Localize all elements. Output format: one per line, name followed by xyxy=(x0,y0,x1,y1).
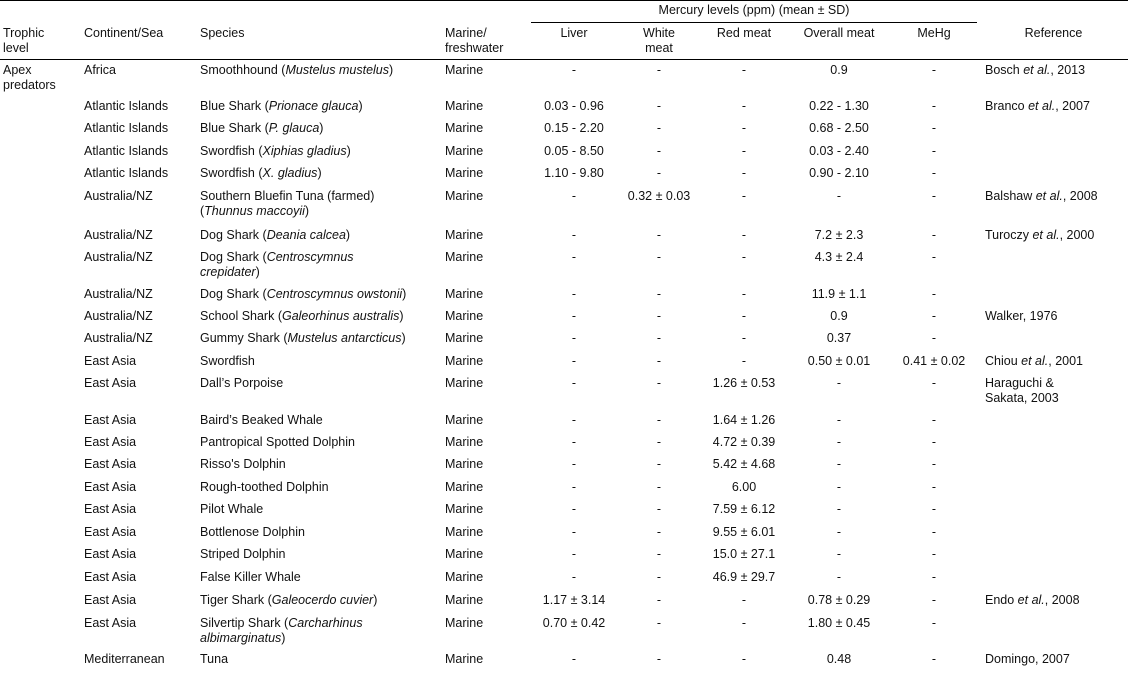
cell-liver: 0.03 - 0.96 xyxy=(544,99,604,113)
cell-habitat: Marine xyxy=(445,480,484,494)
cell-ref: Turoczy et al., 2000 xyxy=(985,228,1095,242)
cell-liver: 0.05 - 8.50 xyxy=(544,144,604,158)
cell-species: Silvertip Shark (Carcharhinus albimarginatus) xyxy=(200,616,363,645)
cell-ref: Haraguchi & Sakata, 2003 xyxy=(985,376,1059,405)
cell-species: Risso's Dolphin xyxy=(200,457,286,471)
cell-ref: Walker, 1976 xyxy=(985,309,1058,323)
cell-continent: East Asia xyxy=(84,480,137,494)
cell-white: - xyxy=(656,144,662,158)
cell-red: 9.55 ± 6.01 xyxy=(712,525,776,539)
cell-habitat: Marine xyxy=(445,547,484,561)
cell-overall: 0.9 xyxy=(830,63,848,77)
cell-overall: 0.78 ± 0.29 xyxy=(807,593,871,607)
cell-overall: 0.37 xyxy=(826,331,852,345)
cell-ref: Bosch et al., 2013 xyxy=(985,63,1086,77)
header-white-meat xyxy=(617,26,701,56)
cell-continent: East Asia xyxy=(84,413,137,427)
cell-mehg: - xyxy=(931,652,937,666)
cell-mehg: - xyxy=(931,435,937,449)
cell-continent: East Asia xyxy=(84,547,137,561)
cell-species: Dog Shark (Centroscymnus owstonii) xyxy=(200,287,407,301)
group-header-rule xyxy=(531,22,977,23)
cell-overall: - xyxy=(836,413,842,427)
trophic-level-line1: Apex xyxy=(3,63,32,77)
cell-red: - xyxy=(741,63,747,77)
cell-continent: Australia/NZ xyxy=(84,309,153,323)
cell-species: Smoothhound (Mustelus mustelus) xyxy=(200,63,394,77)
header-continent-sea: Continent/Sea xyxy=(84,26,164,40)
cell-red: 7.59 ± 6.12 xyxy=(712,502,776,516)
cell-white: - xyxy=(656,376,662,390)
cell-species: Dog Shark (Centroscymnus crepidater) xyxy=(200,250,354,279)
header-white-line1: White xyxy=(643,26,675,40)
cell-white: - xyxy=(656,652,662,666)
cell-species: Swordfish xyxy=(200,354,255,368)
cell-species: Bottlenose Dolphin xyxy=(200,525,305,539)
cell-species: Striped Dolphin xyxy=(200,547,286,561)
header-habitat-line2: freshwater xyxy=(445,41,504,55)
cell-continent: East Asia xyxy=(84,354,137,368)
cell-overall: - xyxy=(836,525,842,539)
cell-mehg: - xyxy=(931,63,937,77)
cell-red: - xyxy=(741,309,747,323)
cell-habitat: Marine xyxy=(445,570,484,584)
header-mehg: MeHg xyxy=(917,26,951,40)
cell-species: Baird’s Beaked Whale xyxy=(200,413,323,427)
cell-overall: 11.9 ± 1.1 xyxy=(811,287,867,301)
cell-species: Tuna xyxy=(200,652,229,666)
cell-liver: - xyxy=(571,480,577,494)
header-trophic-line2: level xyxy=(3,41,29,55)
cell-red: 46.9 ± 29.7 xyxy=(712,570,776,584)
cell-red: - xyxy=(741,616,747,630)
group-header-mercury-levels: Mercury levels (ppm) (mean ± SD) xyxy=(658,3,850,17)
cell-liver: - xyxy=(571,376,577,390)
cell-overall: 4.3 ± 2.4 xyxy=(814,250,864,264)
cell-liver: - xyxy=(571,354,577,368)
cell-liver: 1.10 - 9.80 xyxy=(544,166,604,180)
cell-mehg: - xyxy=(931,502,937,516)
cell-ref: Chiou et al., 2001 xyxy=(985,354,1084,368)
header-red-meat: Red meat xyxy=(716,26,772,40)
cell-white: - xyxy=(656,413,662,427)
cell-liver: 0.70 ± 0.42 xyxy=(542,616,606,630)
cell-white: - xyxy=(656,63,662,77)
cell-overall: 0.03 - 2.40 xyxy=(809,144,869,158)
cell-red: - xyxy=(741,144,747,158)
cell-overall: - xyxy=(836,502,842,516)
cell-continent: East Asia xyxy=(84,570,137,584)
cell-continent: East Asia xyxy=(84,502,137,516)
cell-mehg: - xyxy=(931,525,937,539)
cell-species: Tiger Shark (Galeocerdo cuvier) xyxy=(200,593,378,607)
cell-red: 4.72 ± 0.39 xyxy=(712,435,776,449)
header-overall-meat: Overall meat xyxy=(803,26,875,40)
cell-continent: Australia/NZ xyxy=(84,287,153,301)
cell-liver: - xyxy=(571,250,577,264)
header-habitat-line1: Marine/ xyxy=(445,26,487,40)
cell-red: - xyxy=(741,250,747,264)
cell-habitat: Marine xyxy=(445,354,484,368)
cell-habitat: Marine xyxy=(445,457,484,471)
cell-habitat: Marine xyxy=(445,376,484,390)
cell-white: - xyxy=(656,502,662,516)
cell-mehg: - xyxy=(931,121,937,135)
cell-continent: East Asia xyxy=(84,525,137,539)
cell-red: - xyxy=(741,189,747,203)
cell-species: Southern Bluefin Tuna (farmed) (Thunnus maccoyii) xyxy=(200,189,375,218)
cell-overall: - xyxy=(836,435,842,449)
cell-continent: East Asia xyxy=(84,435,137,449)
cell-liver: - xyxy=(571,287,577,301)
cell-red: - xyxy=(741,121,747,135)
cell-liver: - xyxy=(571,652,577,666)
cell-overall: 0.68 - 2.50 xyxy=(809,121,869,135)
cell-liver: - xyxy=(571,502,577,516)
cell-continent: Australia/NZ xyxy=(84,189,153,203)
cell-white: - xyxy=(656,457,662,471)
cell-habitat: Marine xyxy=(445,250,484,264)
cell-white: - xyxy=(656,435,662,449)
cell-habitat: Marine xyxy=(445,413,484,427)
cell-species: Pilot Whale xyxy=(200,502,264,516)
header-species: Species xyxy=(200,26,245,40)
cell-white: - xyxy=(656,287,662,301)
cell-white: - xyxy=(656,99,662,113)
cell-mehg: - xyxy=(931,376,937,390)
cell-habitat: Marine xyxy=(445,63,484,77)
header-reference: Reference xyxy=(1024,26,1083,40)
cell-liver: - xyxy=(571,435,577,449)
cell-mehg: - xyxy=(931,228,937,242)
cell-ref: Endo et al., 2008 xyxy=(985,593,1080,607)
cell-red: 1.26 ± 0.53 xyxy=(712,376,776,390)
cell-habitat: Marine xyxy=(445,331,484,345)
cell-overall: - xyxy=(836,376,842,390)
cell-habitat: Marine xyxy=(445,616,484,630)
cell-liver: - xyxy=(571,525,577,539)
cell-liver: - xyxy=(571,413,577,427)
cell-habitat: Marine xyxy=(445,652,484,666)
cell-overall: - xyxy=(836,547,842,561)
cell-overall: 1.80 ± 0.45 xyxy=(807,616,871,630)
cell-mehg: - xyxy=(931,166,937,180)
cell-species: Blue Shark (Prionace glauca) xyxy=(200,99,363,113)
cell-mehg: - xyxy=(931,331,937,345)
cell-liver: - xyxy=(571,331,577,345)
cell-white: - xyxy=(656,331,662,345)
cell-overall: 0.22 - 1.30 xyxy=(809,99,869,113)
cell-white: - xyxy=(656,309,662,323)
cell-overall: - xyxy=(836,189,842,203)
header-bottom-rule xyxy=(0,59,1128,60)
cell-ref: Balshaw et al., 2008 xyxy=(985,189,1098,203)
cell-red: - xyxy=(741,166,747,180)
cell-habitat: Marine xyxy=(445,435,484,449)
cell-habitat: Marine xyxy=(445,593,484,607)
cell-red: - xyxy=(741,331,747,345)
cell-mehg: - xyxy=(931,547,937,561)
cell-species: Swordfish (Xiphias gladius) xyxy=(200,144,351,158)
cell-species: Blue Shark (P. glauca) xyxy=(200,121,324,135)
trophic-level-apex-predators xyxy=(3,63,56,93)
cell-species: Dog Shark (Deania calcea) xyxy=(200,228,351,242)
cell-species: Pantropical Spotted Dolphin xyxy=(200,435,355,449)
cell-habitat: Marine xyxy=(445,99,484,113)
cell-mehg: - xyxy=(931,250,937,264)
cell-white: - xyxy=(656,166,662,180)
cell-white: - xyxy=(656,593,662,607)
cell-continent: Australia/NZ xyxy=(84,228,153,242)
cell-habitat: Marine xyxy=(445,502,484,516)
cell-species: Gummy Shark (Mustelus antarcticus) xyxy=(200,331,406,345)
cell-liver: 0.15 - 2.20 xyxy=(544,121,604,135)
cell-overall: 0.9 xyxy=(830,309,848,323)
cell-habitat: Marine xyxy=(445,228,484,242)
cell-liver: - xyxy=(571,570,577,584)
cell-red: 15.0 ± 27.1 xyxy=(712,547,776,561)
cell-red: - xyxy=(741,287,747,301)
cell-habitat: Marine xyxy=(445,525,484,539)
cell-continent: Mediterranean xyxy=(84,652,165,666)
cell-liver: - xyxy=(571,309,577,323)
cell-habitat: Marine xyxy=(445,309,484,323)
header-liver: Liver xyxy=(560,26,588,40)
cell-habitat: Marine xyxy=(445,166,484,180)
cell-white: - xyxy=(656,616,662,630)
cell-overall: 0.48 xyxy=(826,652,852,666)
cell-continent: East Asia xyxy=(84,457,137,471)
cell-white: - xyxy=(656,547,662,561)
cell-mehg: - xyxy=(931,480,937,494)
cell-red: 1.64 ± 1.26 xyxy=(712,413,776,427)
cell-mehg: - xyxy=(931,189,937,203)
cell-habitat: Marine xyxy=(445,287,484,301)
cell-mehg: - xyxy=(931,144,937,158)
cell-continent: Atlantic Islands xyxy=(84,99,169,113)
cell-overall: 7.2 ± 2.3 xyxy=(814,228,864,242)
cell-mehg: - xyxy=(931,570,937,584)
top-rule xyxy=(0,0,1128,1)
cell-mehg: - xyxy=(931,616,937,630)
cell-continent: Atlantic Islands xyxy=(84,121,169,135)
cell-white: - xyxy=(656,525,662,539)
cell-mehg: - xyxy=(931,309,937,323)
cell-red: - xyxy=(741,228,747,242)
cell-mehg: - xyxy=(931,593,937,607)
cell-white: - xyxy=(656,228,662,242)
cell-habitat: Marine xyxy=(445,144,484,158)
cell-species: Swordfish (X. gladius) xyxy=(200,166,322,180)
cell-continent: Atlantic Islands xyxy=(84,166,169,180)
cell-liver: 1.17 ± 3.14 xyxy=(542,593,606,607)
cell-white: - xyxy=(656,250,662,264)
header-trophic-level xyxy=(3,26,44,56)
cell-red: - xyxy=(741,99,747,113)
cell-continent: East Asia xyxy=(84,593,137,607)
cell-white: 0.32 ± 0.03 xyxy=(627,189,691,203)
cell-mehg: 0.41 ± 0.02 xyxy=(902,354,966,368)
cell-red: 5.42 ± 4.68 xyxy=(712,457,776,471)
cell-white: - xyxy=(656,354,662,368)
cell-liver: - xyxy=(571,189,577,203)
cell-overall: 0.90 - 2.10 xyxy=(809,166,869,180)
cell-white: - xyxy=(656,480,662,494)
trophic-level-line2: predators xyxy=(3,78,56,92)
header-trophic-line1: Trophic xyxy=(3,26,45,40)
cell-liver: - xyxy=(571,63,577,77)
cell-liver: - xyxy=(571,457,577,471)
cell-overall: - xyxy=(836,570,842,584)
cell-habitat: Marine xyxy=(445,189,484,203)
cell-overall: 0.50 ± 0.01 xyxy=(807,354,871,368)
cell-ref: Domingo, 2007 xyxy=(985,652,1070,666)
cell-mehg: - xyxy=(931,287,937,301)
cell-mehg: - xyxy=(931,413,937,427)
cell-species: Dall’s Porpoise xyxy=(200,376,284,390)
header-white-line2: meat xyxy=(645,41,673,55)
cell-species: False Killer Whale xyxy=(200,570,301,584)
cell-habitat: Marine xyxy=(445,121,484,135)
cell-continent: East Asia xyxy=(84,376,137,390)
cell-continent: Africa xyxy=(84,63,116,77)
cell-overall: - xyxy=(836,480,842,494)
cell-white: - xyxy=(656,121,662,135)
cell-red: 6.00 xyxy=(731,480,757,494)
cell-continent: Australia/NZ xyxy=(84,331,153,345)
cell-liver: - xyxy=(571,547,577,561)
cell-continent: Australia/NZ xyxy=(84,250,153,264)
cell-ref: Branco et al., 2007 xyxy=(985,99,1090,113)
cell-overall: - xyxy=(836,457,842,471)
cell-continent: Atlantic Islands xyxy=(84,144,169,158)
cell-red: - xyxy=(741,593,747,607)
cell-species: Rough-toothed Dolphin xyxy=(200,480,329,494)
cell-liver: - xyxy=(571,228,577,242)
cell-species: School Shark (Galeorhinus australis) xyxy=(200,309,404,323)
cell-mehg: - xyxy=(931,99,937,113)
cell-continent: East Asia xyxy=(84,616,137,630)
cell-mehg: - xyxy=(931,457,937,471)
cell-red: - xyxy=(741,354,747,368)
cell-red: - xyxy=(741,652,747,666)
header-marine-freshwater xyxy=(445,26,503,56)
cell-white: - xyxy=(656,570,662,584)
